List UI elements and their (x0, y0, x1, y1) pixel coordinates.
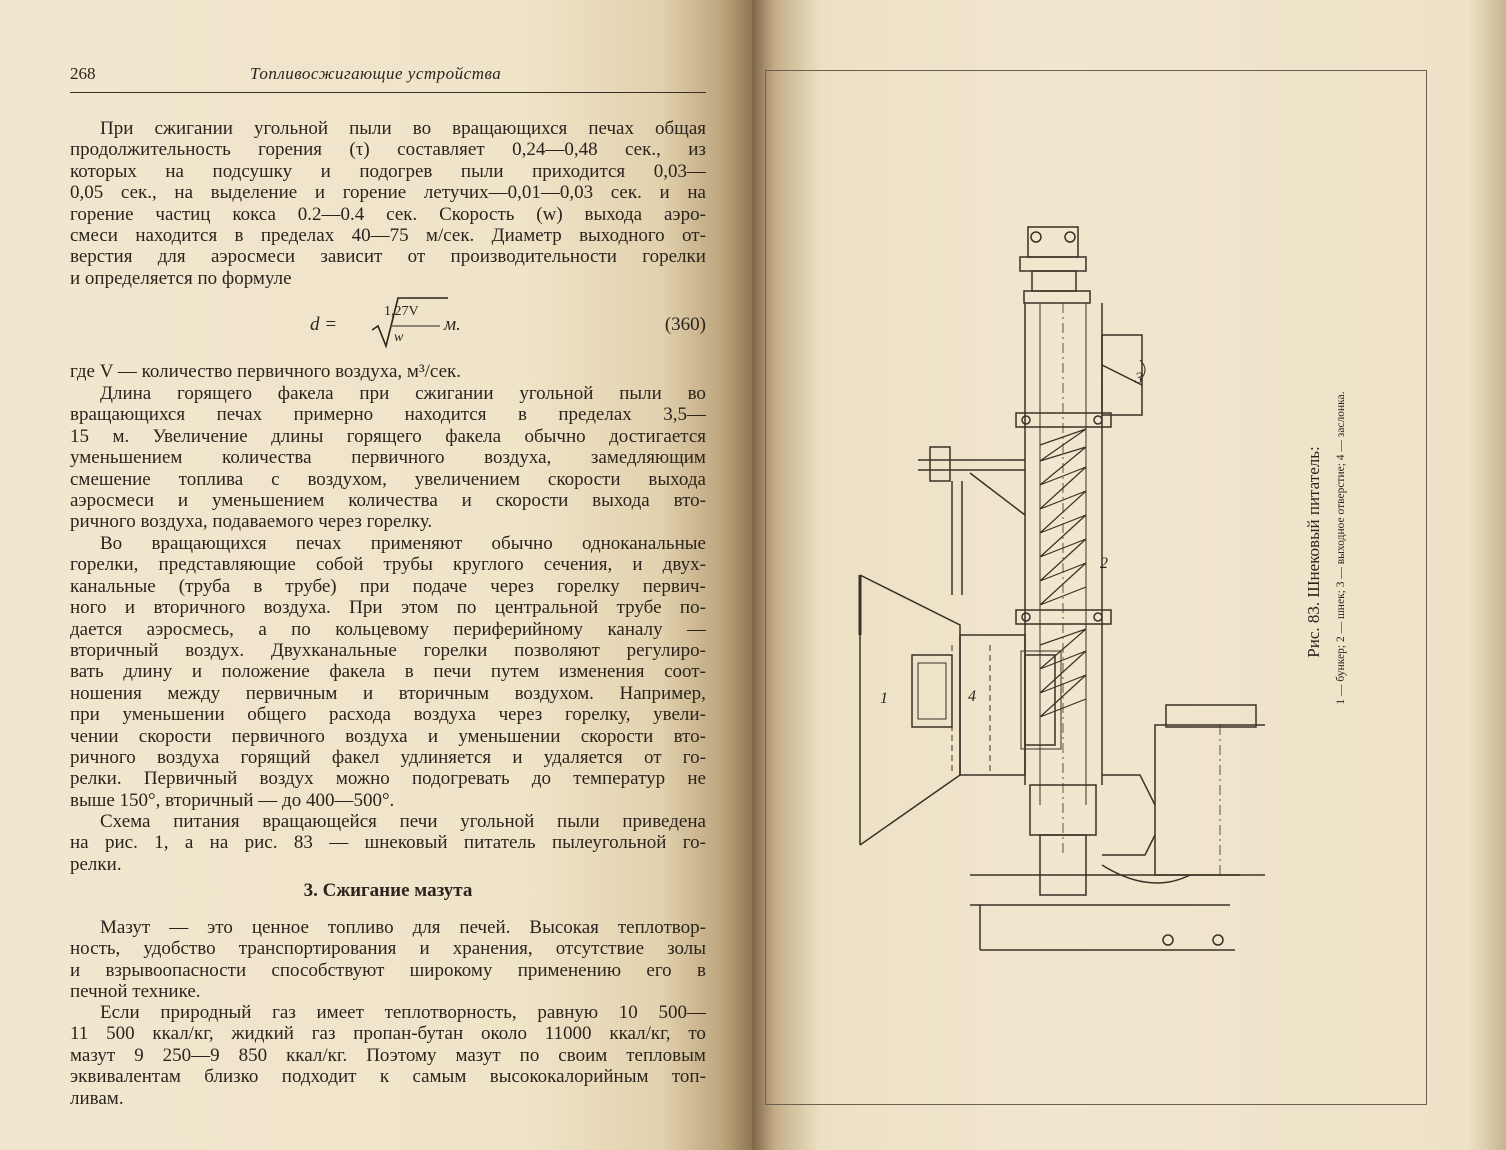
paragraph-4 (70, 533, 706, 811)
paragraph-5 (70, 811, 706, 875)
text-line: аэросмеси и уменьшением количества и скорости выхода вто- (70, 489, 706, 511)
text-line: верстия для аэросмеси зависит от производительности горелки (70, 246, 706, 268)
formula-lhs: d = (310, 314, 338, 335)
label-2: 2 (1100, 555, 1108, 572)
figure-legend: 1 — бункер; 2 — шнек; 3 — выходное отверстие; 4 — заслонка. (1335, 391, 1347, 705)
label-4: 4 (968, 688, 976, 705)
text-line: ность, удобство транспортирования и хранения, отсутствие золы (70, 938, 706, 960)
figure-caption: Рис. 83. Шнековый питатель: (1304, 446, 1323, 658)
formula-unit: м. (444, 314, 461, 335)
text-line: горелки, представляющие собой трубы круглого сечения, и двух- (70, 554, 706, 576)
formula-360 (70, 296, 706, 354)
paragraph-1 (70, 118, 706, 289)
text-line: ричного воздуха, подаваемого через горелку. (70, 511, 433, 533)
paragraph-2 (70, 361, 706, 382)
text-line: горение частиц кокса 0.2—0.4 сек. Скорость (w) выхода аэро- (70, 203, 706, 225)
formula-denominator: w (394, 330, 404, 345)
text-line: вторичный воздух. Двухканальные горелки позволяют регулиро- (70, 639, 706, 661)
label-1: 1 (880, 690, 888, 707)
label-3: 3 (1135, 370, 1143, 387)
text-line: Схема питания вращающейся печи угольной пыли приведена (100, 811, 706, 832)
text-line: выше 150°, вторичный — до 400—500°. (70, 789, 395, 811)
text-line: эквивалентам близко подходит к самым высококалорийным топ- (70, 1066, 706, 1088)
text-line: смешение топлива с воздухом, увеличением скорости выхода (70, 468, 706, 490)
text-line: Длина горящего факела при сжигании угольной пыли во (100, 383, 706, 404)
text-line: продолжительность горения (τ) составляет 0,24—0,48 сек., из (70, 139, 706, 161)
text-line: ного и вторичного воздуха. При этом по центральной трубе по- (70, 597, 706, 619)
text-line: при уменьшении общего расхода воздуха через горелку, увели- (70, 704, 706, 726)
text-line: на рис. 1, а на рис. 83 — шнековый питатель пылеугольной го- (70, 832, 706, 854)
text-line: Мазут — это ценное топливо для печей. Высокая теплотвор- (100, 917, 706, 938)
text-line: печной технике. (70, 981, 201, 1003)
paragraph-3 (70, 383, 706, 533)
formula-number: (360) (664, 314, 706, 335)
text-line: Во вращающихся печах применяют обычно одноканальные (100, 533, 706, 554)
text-line: и взрывоопасности способствуют широкому применению его в (70, 959, 706, 981)
formula-numerator: 1,27V (384, 304, 419, 319)
page-number: 268 (70, 64, 96, 83)
text-line: ливам. (70, 1087, 124, 1109)
text-line: дается аэросмесь, а по кольцевому периферийному каналу — (70, 618, 706, 640)
section-heading: 3. Сжигание мазута (303, 880, 473, 901)
text-line: 15 м. Увеличение длины горящего факела обычно достигается (70, 425, 706, 447)
text-line: При сжигании угольной пыли во вращающихся печах общая (100, 118, 706, 139)
text-line: которых на подсушку и подогрев пыли приходится 0,03— (70, 160, 706, 182)
text-line: где V — количество первичного воздуха, м³/сек. (70, 361, 461, 382)
paragraph-6 (70, 917, 706, 1003)
text-line: ричного воздуха горящий факел удлиняется и удаляется от го- (70, 746, 706, 768)
text-line: вать длину и положение факела в печи путем изменения соот- (70, 661, 706, 683)
text-line: Если природный газ имеет теплотворность, равную 10 500— (100, 1002, 706, 1023)
text-line: смеси находится в пределах 40—75 м/сек. Диаметр выходного от- (70, 224, 706, 246)
running-title: Топливосжигающие устройства (250, 64, 502, 83)
text-line: релки. (70, 853, 122, 875)
text-line: уменьшением количества первичного воздуха, замедляющим (70, 447, 706, 469)
text-line: мазут 9 250—9 850 ккал/кг. Поэтому мазут по своим тепловым (70, 1044, 706, 1066)
text-line: 0,05 сек., на выделение и горение летучих—0,01—0,03 сек. и на (70, 182, 706, 204)
screw-feeder-drawing (840, 215, 1265, 955)
text-line: и определяется по формуле (70, 267, 292, 289)
text-line: чении скорости первичного воздуха и уменьшении скорости вто- (70, 725, 706, 747)
text-line: 11 500 ккал/кг, жидкий газ пропан-бутан около 11000 ккал/кг, то (70, 1023, 706, 1045)
paragraph-7 (70, 1002, 706, 1109)
header-rule (70, 92, 706, 93)
text-line: канальные (труба в трубе) при подаче через горелку первич- (70, 575, 706, 597)
text-line: вращающихся печах примерно находится в пределах 3,5— (70, 404, 706, 426)
text-line: релки. Первичный воздух можно подогревать до температур не (70, 768, 706, 790)
text-line: ношения между первичным и вторичным воздухом. Например, (70, 682, 706, 704)
